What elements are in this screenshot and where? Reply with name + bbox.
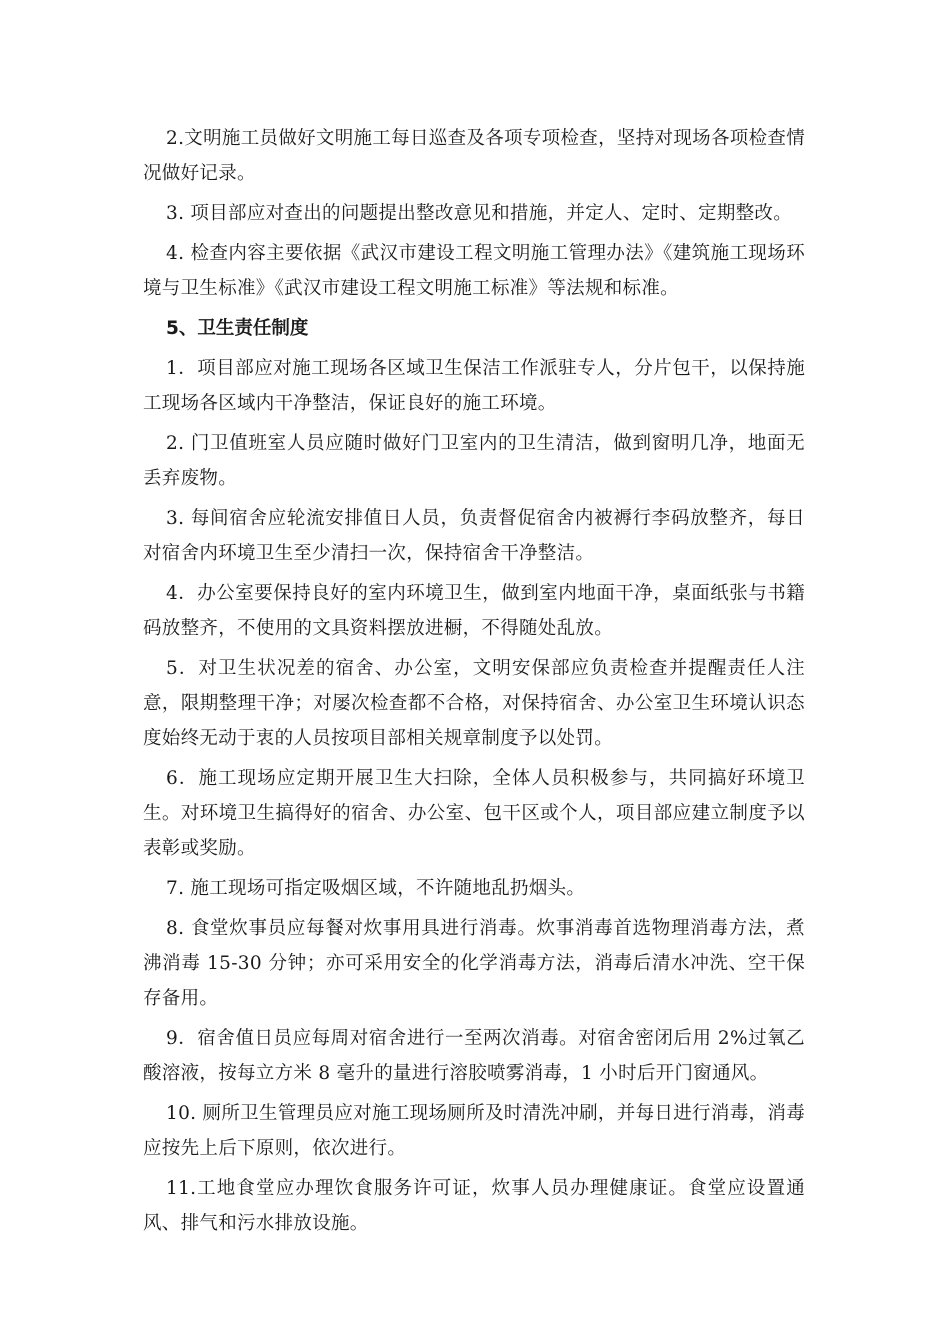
paragraph-hygiene-9: 9．宿舍值日员应每周对宿舍进行一至两次消毒。对宿舍密闭后用 2%过氧乙酸溶液，按每立方米 8 毫升的量进行溶胶喷雾消毒，1 小时后开门窗通风。 [143,1028,805,1084]
paragraph-hygiene-1: 1．项目部应对施工现场各区域卫生保洁工作派驻专人，分片包干，以保持施工现场各区域内干净整洁，保证良好的施工环境。 [143,358,805,414]
paragraph-hygiene-8: 8. 食堂炊事员应每餐对炊事用具进行消毒。炊事消毒首选物理消毒方法，煮沸消毒 15-30 分钟；亦可采用安全的化学消毒方法，消毒后清水冲洗、空干保存备用。 [143,918,805,1009]
paragraph-hygiene-7: 7. 施工现场可指定吸烟区域，不许随地乱扔烟头。 [166,878,586,899]
paragraph-hygiene-11: 11.工地食堂应办理饮食服务许可证，炊事人员办理健康证。食堂应设置通风、排气和污水排放设施。 [143,1178,805,1234]
paragraph-hygiene-3: 3. 每间宿舍应轮流安排值日人员，负责督促宿舍内被褥行李码放整齐，每日对宿舍内环境卫生至少清扫一次，保持宿舍干净整洁。 [143,508,805,564]
paragraph-hygiene-5: 5．对卫生状况差的宿舍、办公室，文明安保部应负责检查并提醒责任人注意，限期整理干净；对屡次检查都不合格，对保持宿舍、办公室卫生环境认识态度始终无动于衷的人员按项目部相关规章制度予以处罚。 [143,658,805,749]
paragraph-inspection-basis: 4. 检查内容主要依据《武汉市建设工程文明施工管理办法》《建筑施工现场环境与卫生标准》《武汉市建设工程文明施工标准》等法规和标准。 [143,243,805,299]
section-heading-hygiene: 5、卫生责任制度 [166,318,309,339]
paragraph-hygiene-2: 2. 门卫值班室人员应随时做好门卫室内的卫生清洁，做到窗明几净，地面无丢弃废物。 [143,433,805,489]
paragraph-hygiene-6: 6．施工现场应定期开展卫生大扫除，全体人员积极参与，共同搞好环境卫生。对环境卫生搞得好的宿舍、办公室、包干区或个人，项目部应建立制度予以表彰或奖励。 [143,768,805,859]
paragraph-inspection-records: 2.文明施工员做好文明施工每日巡查及各项专项检查，坚持对现场各项检查情况做好记录。 [143,128,805,184]
document-body [143,121,805,1246]
paragraph-hygiene-4: 4．办公室要保持良好的室内环境卫生，做到室内地面干净，桌面纸张与书籍码放整齐，不使用的文具资料摆放进橱，不得随处乱放。 [143,583,805,639]
paragraph-rectification: 3. 项目部应对查出的问题提出整改意见和措施，并定人、定时、定期整改。 [166,203,793,224]
paragraph-hygiene-10: 10. 厕所卫生管理员应对施工现场厕所及时清洗冲刷，并每日进行消毒，消毒应按先上后下原则，依次进行。 [143,1103,805,1159]
